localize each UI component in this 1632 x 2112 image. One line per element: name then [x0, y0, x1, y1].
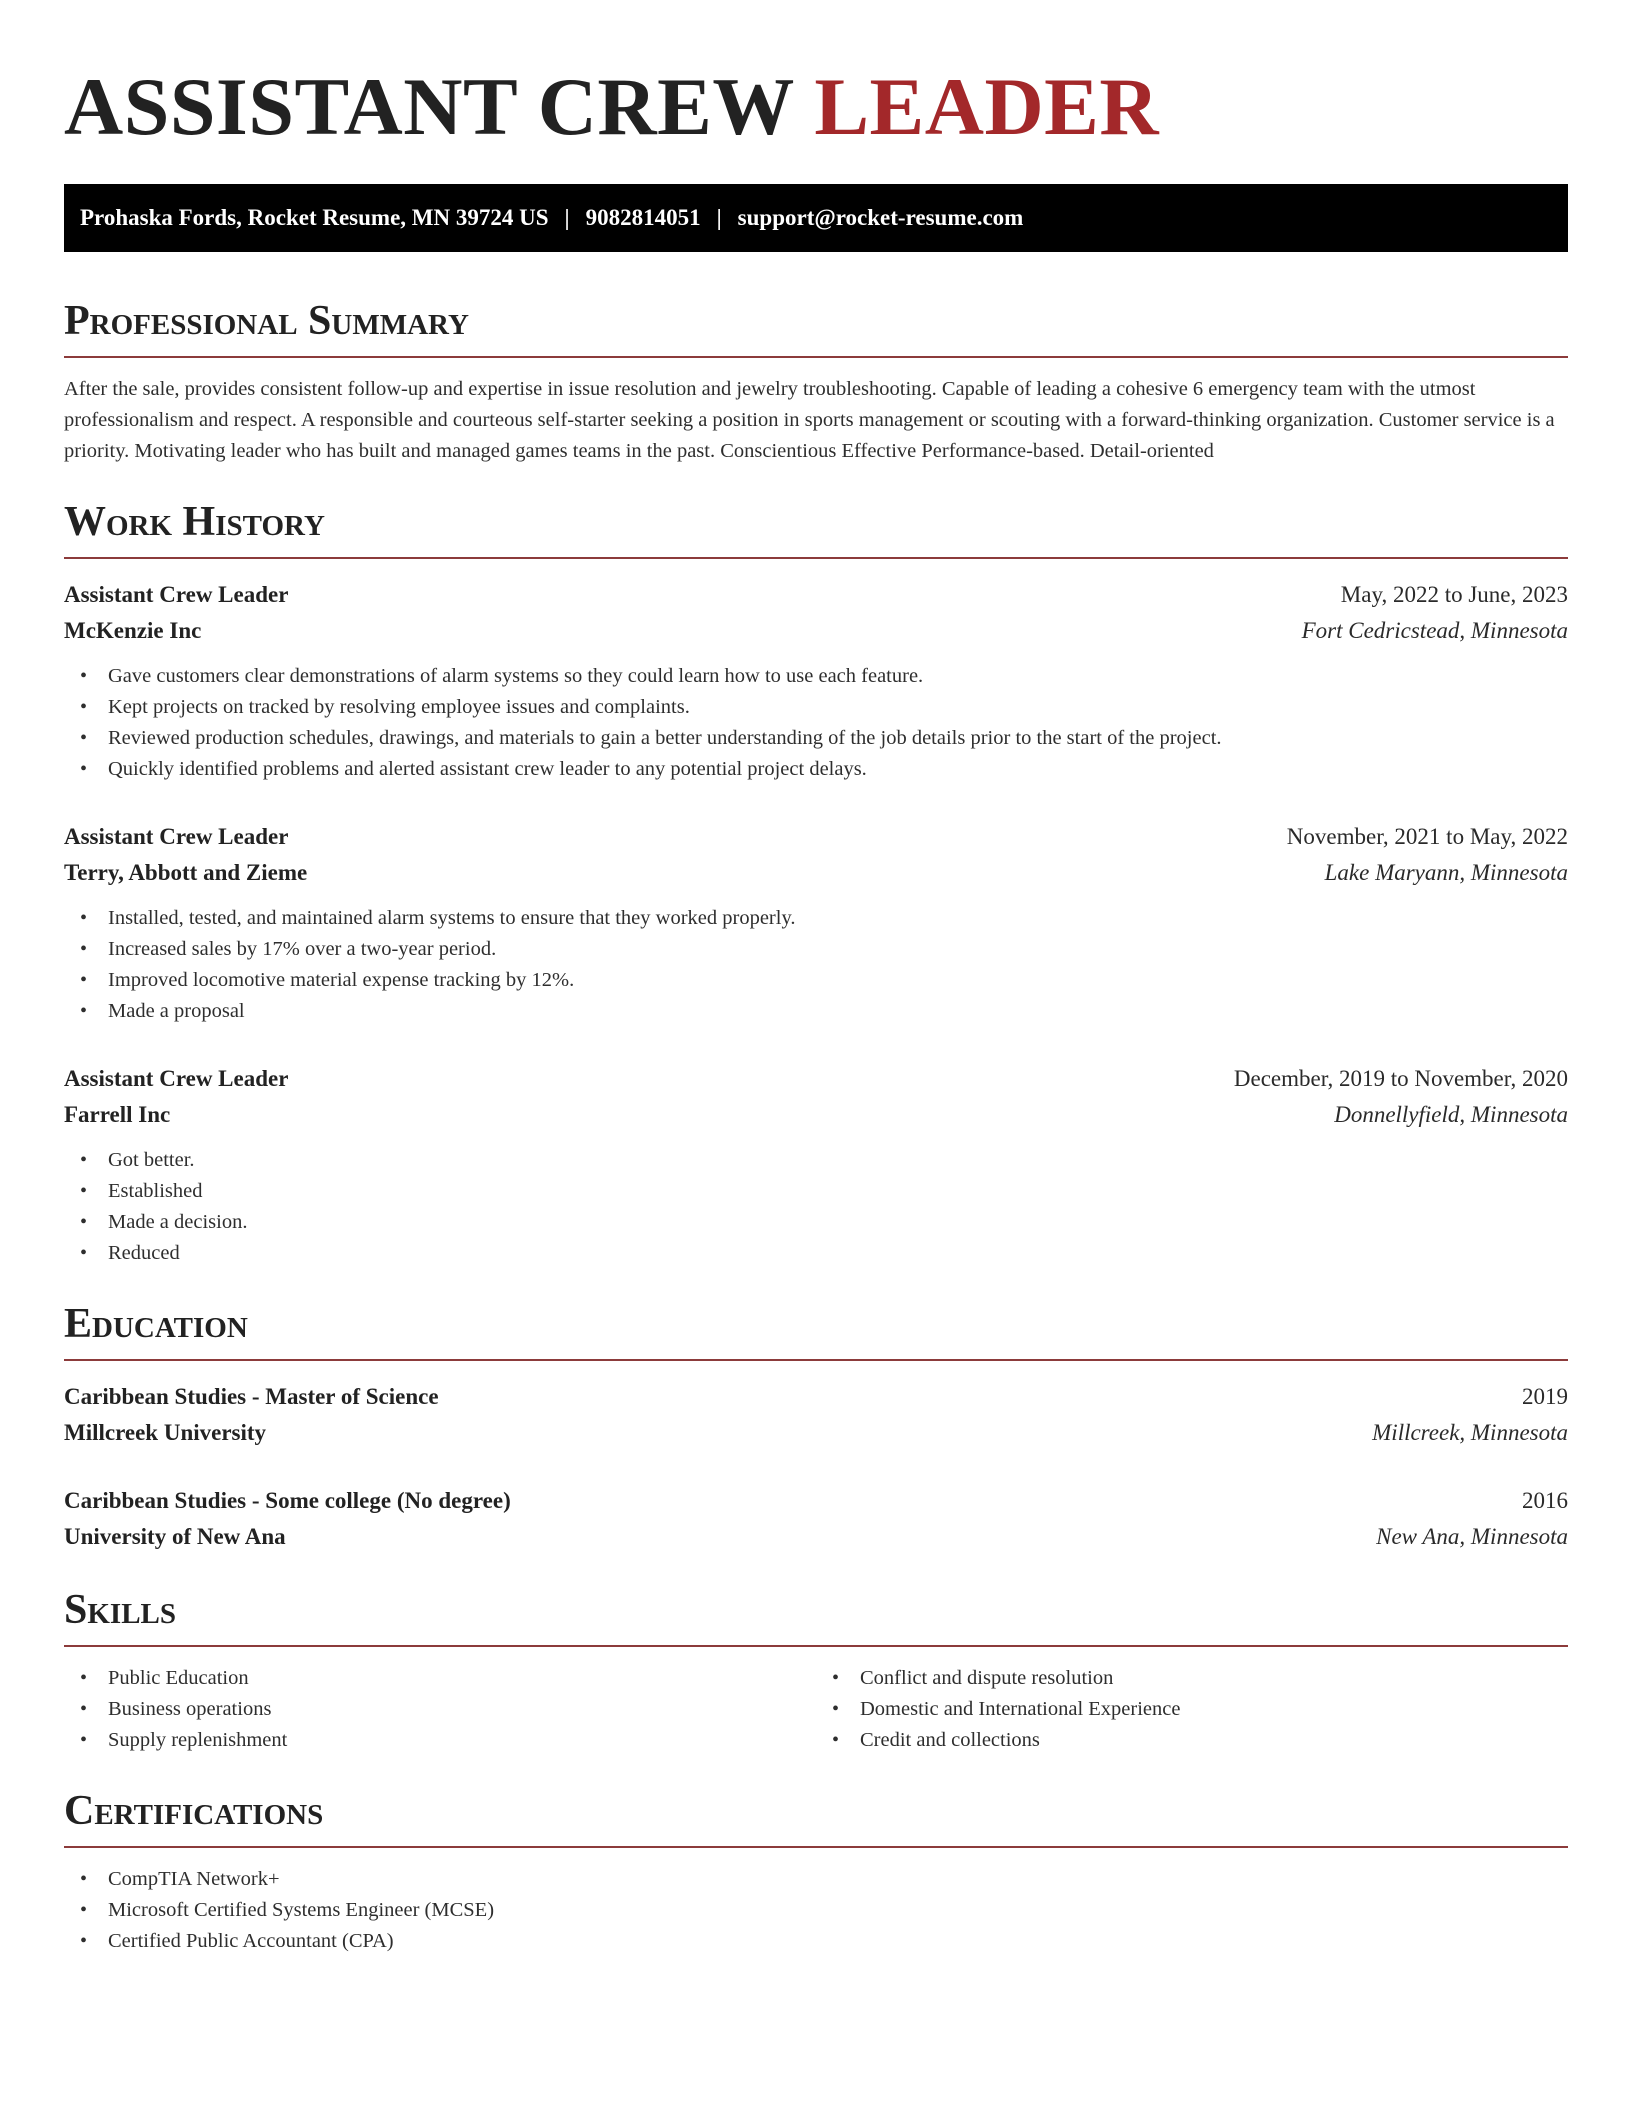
title-last: LEADER	[814, 61, 1160, 152]
contact-email: support@rocket-resume.com	[737, 205, 1024, 230]
list-item: • Kept projects on tracked by resolving employee issues and complaints.	[64, 692, 1568, 723]
job-role: Assistant Crew Leader	[64, 1066, 289, 1091]
list-item: • Improved locomotive material expense tracking by 12%.	[64, 965, 1568, 996]
education-school-row	[64, 1519, 1568, 1555]
education-year: 2016	[1522, 1488, 1568, 1513]
section-title-work-history: Work History	[64, 501, 1568, 559]
education-location: New Ana, Minnesota	[1376, 1524, 1568, 1549]
education-year: 2019	[1522, 1384, 1568, 1409]
job-company: Farrell Inc	[64, 1102, 171, 1127]
education-degree-row	[64, 1379, 1568, 1415]
education-entry	[64, 1379, 1568, 1451]
list-item: • Made a decision.	[64, 1207, 1568, 1238]
job-entry	[64, 1061, 1568, 1269]
list-item: • Established	[64, 1176, 1568, 1207]
list-item: • Gave customers clear demonstrations of alarm systems so they could learn how to use each feature.	[64, 661, 1568, 692]
education-degree: Caribbean Studies - Master of Science	[64, 1384, 439, 1409]
list-item: • Public Education	[64, 1663, 816, 1694]
job-role: Assistant Crew Leader	[64, 582, 289, 607]
job-entry	[64, 577, 1568, 785]
list-item: • Conflict and dispute resolution	[816, 1663, 1568, 1694]
list-item: • Made a proposal	[64, 996, 1568, 1027]
contact-separator: |	[716, 205, 722, 230]
certifications-list	[64, 1864, 1568, 1957]
contact-bar	[64, 184, 1568, 252]
education-school: Millcreek University	[64, 1420, 267, 1445]
skills-column-right	[816, 1663, 1568, 1756]
contact-phone: 9082814051	[585, 205, 701, 230]
section-title-summary: Professional Summary	[64, 300, 1568, 358]
education-degree-row	[64, 1483, 1568, 1519]
job-dates: November, 2021 to May, 2022	[1286, 824, 1568, 849]
section-title-certifications: Certifications	[64, 1790, 1568, 1848]
title-first: ASSISTANT CREW	[64, 61, 794, 152]
job-company-row	[64, 855, 1568, 891]
list-item: • Reduced	[64, 1238, 1568, 1269]
list-item: • Domestic and International Experience	[816, 1694, 1568, 1725]
summary-text: After the sale, provides consistent follow-up and expertise in issue resolution and jewelry troubleshooting. Capable of leading a cohesive 6 emergency team with the utmost professionalism and respect. A responsible and courteous self-starter seeking a position in sports management or scouting with a forward-thinking organization. Customer service is a priority. Motivating leader who has built and managed games teams in the past. Conscientious Effective Performance-based. Detail-oriented	[64, 378, 1555, 462]
skills-grid	[64, 1663, 1568, 1756]
list-item: • CompTIA Network+	[64, 1864, 1568, 1895]
job-header-row	[64, 819, 1568, 855]
job-location: Lake Maryann, Minnesota	[1324, 860, 1568, 885]
job-company: McKenzie Inc	[64, 618, 202, 643]
list-item: • Certified Public Accountant (CPA)	[64, 1926, 1568, 1957]
section-title-skills: Skills	[64, 1589, 1568, 1647]
job-header-row	[64, 1061, 1568, 1097]
list-item: • Supply replenishment	[64, 1725, 816, 1756]
education-entry	[64, 1483, 1568, 1555]
list-item: • Reviewed production schedules, drawings, and materials to gain a better understanding of the job details prior to the start of the project.	[64, 723, 1568, 754]
list-item: • Increased sales by 17% over a two-year period.	[64, 934, 1568, 965]
job-bullets	[64, 661, 1568, 785]
job-bullets	[64, 1145, 1568, 1269]
list-item: • Installed, tested, and maintained alarm systems to ensure that they worked properly.	[64, 903, 1568, 934]
job-dates: December, 2019 to November, 2020	[1233, 1066, 1568, 1091]
list-item: • Got better.	[64, 1145, 1568, 1176]
job-entry	[64, 819, 1568, 1027]
list-item: • Credit and collections	[816, 1725, 1568, 1756]
job-bullets	[64, 903, 1568, 1027]
resume-title	[64, 61, 1568, 152]
job-dates: May, 2022 to June, 2023	[1340, 582, 1568, 607]
education-school-row	[64, 1415, 1568, 1451]
list-item: • Business operations	[64, 1694, 816, 1725]
contact-address: Prohaska Fords, Rocket Resume, MN 39724 US	[80, 205, 549, 230]
list-item: • Quickly identified problems and alerted assistant crew leader to any potential project delays.	[64, 754, 1568, 785]
job-company-row	[64, 613, 1568, 649]
list-item: • Microsoft Certified Systems Engineer (MCSE)	[64, 1895, 1568, 1926]
skills-column-left	[64, 1663, 816, 1756]
contact-separator: |	[564, 205, 570, 230]
job-role: Assistant Crew Leader	[64, 824, 289, 849]
job-company-row	[64, 1097, 1568, 1133]
job-location: Fort Cedricstead, Minnesota	[1301, 618, 1568, 643]
education-location: Millcreek, Minnesota	[1372, 1420, 1568, 1445]
job-company: Terry, Abbott and Zieme	[64, 860, 308, 885]
job-location: Donnellyfield, Minnesota	[1334, 1102, 1568, 1127]
section-title-education: Education	[64, 1303, 1568, 1361]
job-header-row	[64, 577, 1568, 613]
education-degree: Caribbean Studies - Some college (No degree)	[64, 1488, 511, 1513]
education-school: University of New Ana	[64, 1524, 286, 1549]
